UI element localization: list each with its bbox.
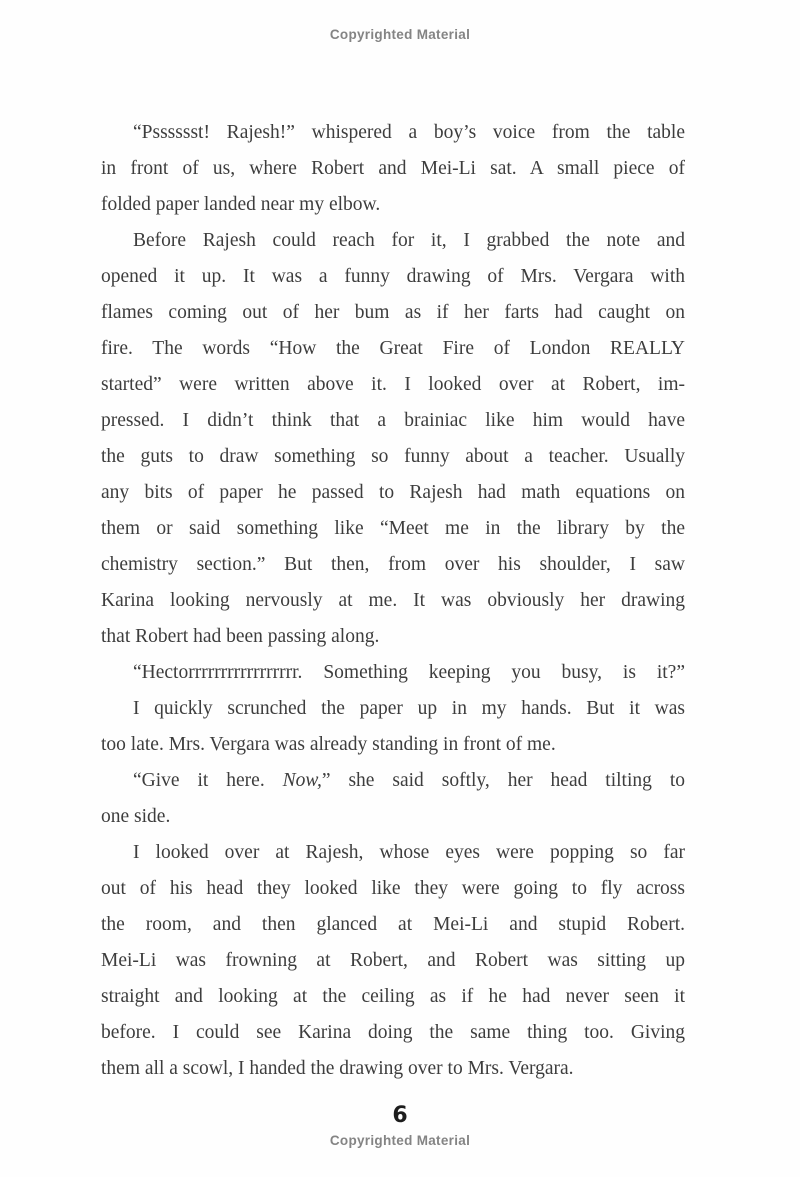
page-number: 6: [392, 1103, 408, 1128]
body-text-segment: one side.: [101, 806, 171, 827]
body-text-segment: Mei-Li was frowning at Robert, and Robert was sitting up: [101, 950, 685, 971]
body-text-segment: straight and looking at the ceiling as if he had never seen it: [101, 986, 685, 1007]
body-line: [101, 835, 685, 871]
body-text-segment: out of his head they looked like they were going to fly across: [101, 878, 685, 899]
body-line: [101, 223, 685, 259]
body-line: [101, 151, 685, 187]
body-line: [101, 583, 685, 619]
book-text: [101, 115, 685, 1087]
body-text-segment: Karina looking nervously at me. It was obviously her drawing: [101, 590, 685, 611]
paragraph: [101, 655, 685, 691]
body-text-segment: “Hectorrrrrrrrrrrrrrrrr. Something keeping you busy, is it?”: [133, 662, 685, 683]
body-text-segment: too late. Mrs. Vergara was already standing in front of me.: [101, 734, 556, 755]
body-line: [101, 115, 685, 151]
body-line: [101, 511, 685, 547]
body-line: [101, 907, 685, 943]
body-line: [101, 619, 685, 655]
body-line: [101, 547, 685, 583]
body-line: [101, 1051, 685, 1087]
body-text-segment: opened it up. It was a funny drawing of Mrs. Vergara with: [101, 266, 685, 287]
body-line: [101, 655, 685, 691]
body-text-segment: fire. The words “How the Great Fire of London REALLY: [101, 338, 685, 359]
body-text-segment: the room, and then glanced at Mei-Li and stupid Robert.: [101, 914, 685, 935]
body-line: [101, 979, 685, 1015]
body-text-segment: before. I could see Karina doing the same thing too. Giving: [101, 1022, 685, 1043]
paragraph: [101, 763, 685, 835]
body-text-italic-segment: Now,: [282, 770, 322, 791]
body-line: [101, 871, 685, 907]
body-text-segment: them all a scowl, I handed the drawing over to Mrs. Vergara.: [101, 1058, 574, 1079]
body-line: [101, 187, 685, 223]
paragraph: [101, 115, 685, 223]
body-text-segment: chemistry section.” But then, from over his shoulder, I saw: [101, 554, 685, 575]
body-line: [101, 727, 685, 763]
paragraph: [101, 835, 685, 1087]
paragraph: [101, 691, 685, 763]
body-line: [101, 403, 685, 439]
body-line: [101, 439, 685, 475]
body-line: [101, 259, 685, 295]
body-text-segment: any bits of paper he passed to Rajesh had math equations on: [101, 482, 685, 503]
body-line: [101, 1015, 685, 1051]
body-line: [101, 799, 685, 835]
body-text-segment: folded paper landed near my elbow.: [101, 194, 381, 215]
body-text-segment: “Psssssst! Rajesh!” whispered a boy’s voice from the table: [133, 122, 685, 143]
body-line: [101, 763, 685, 799]
body-line: [101, 367, 685, 403]
copyright-notice-top: Copyrighted Material: [329, 27, 471, 42]
body-text-segment: that Robert had been passing along.: [101, 626, 380, 647]
body-line: [101, 691, 685, 727]
body-text-segment: I quickly scrunched the paper up in my hands. But it was: [133, 698, 685, 719]
copyright-notice-bottom: Copyrighted Material: [329, 1133, 471, 1148]
body-text-segment: ” she said softly, her head tilting to: [321, 770, 685, 791]
body-text-segment: “Give it here.: [133, 770, 283, 791]
paragraph: [101, 223, 685, 655]
body-line: [101, 295, 685, 331]
body-line: [101, 943, 685, 979]
body-text-segment: I looked over at Rajesh, whose eyes were popping so far: [133, 842, 685, 863]
body-line: [101, 331, 685, 367]
body-text-segment: the guts to draw something so funny about a teacher. Usually: [101, 446, 685, 467]
body-text-segment: them or said something like “Meet me in the library by the: [101, 518, 685, 539]
body-text-segment: flames coming out of her bum as if her farts had caught on: [101, 302, 685, 323]
body-line: [101, 475, 685, 511]
body-text-segment: pressed. I didn’t think that a brainiac like him would have: [101, 410, 685, 431]
body-text-segment: in front of us, where Robert and Mei-Li sat. A small piece of: [101, 158, 685, 179]
body-text-segment: started” were written above it. I looked over at Robert, im-: [101, 374, 685, 395]
body-text-segment: Before Rajesh could reach for it, I grabbed the note and: [133, 230, 685, 251]
